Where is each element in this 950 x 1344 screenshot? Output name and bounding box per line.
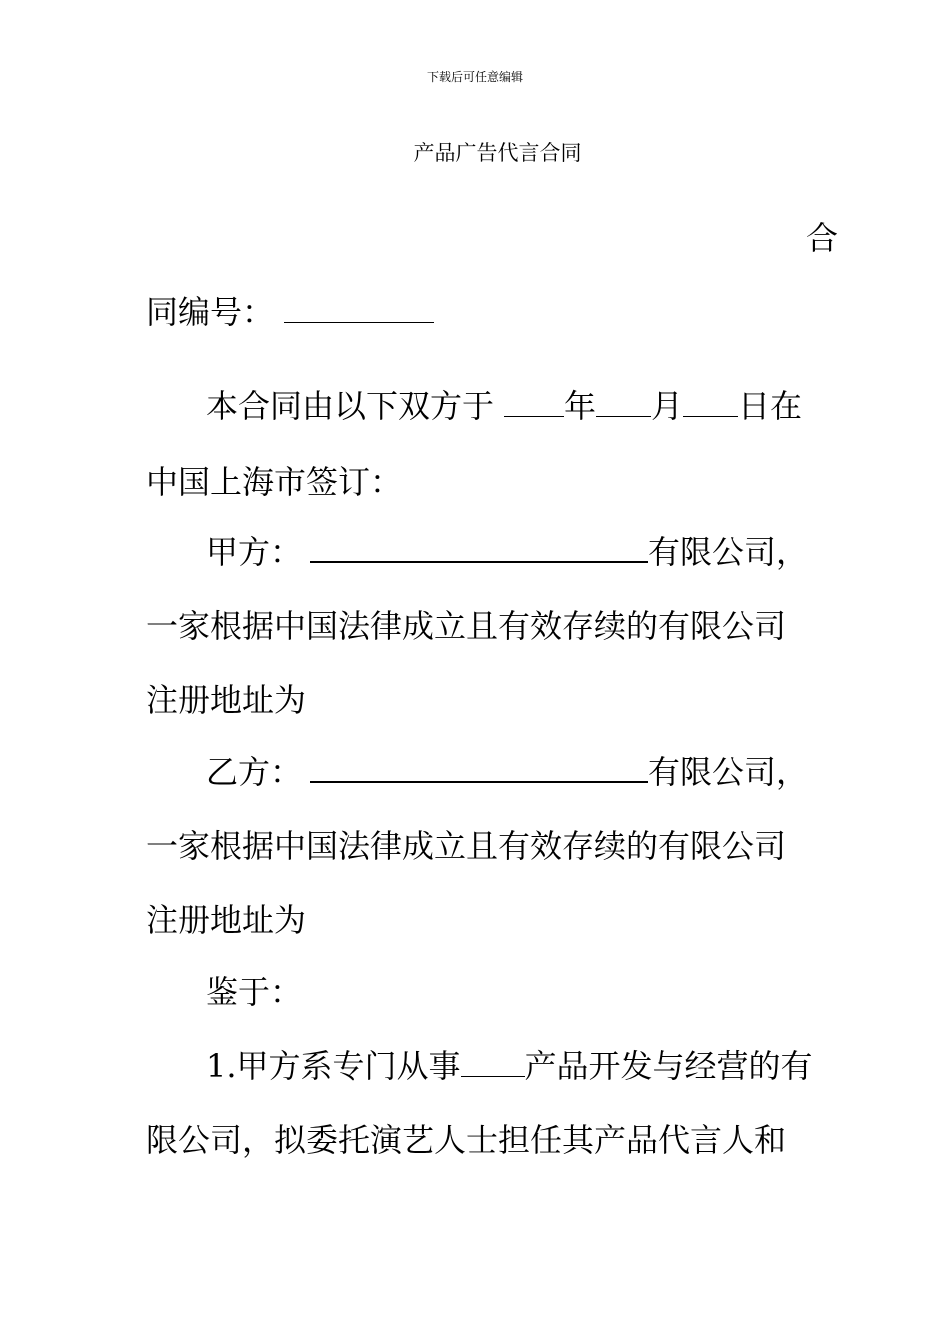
clause-1-line-1: [206, 1046, 813, 1086]
party-b-suffix: 有限公司，: [648, 753, 809, 791]
header-note: 下载后可任意编辑: [426, 70, 523, 84]
contract-no-line: [146, 292, 434, 332]
party-b-addr: 注册地址为: [146, 901, 307, 939]
party-a-name-blank[interactable]: [310, 535, 648, 563]
party-a-line: [206, 532, 808, 572]
year-label: 年: [564, 387, 597, 425]
month-blank[interactable]: [596, 390, 651, 417]
party-b-label: 乙方：: [206, 753, 303, 791]
clause-1-line-2: 限公司，拟委托演艺人士担任其产品代言人和: [146, 1121, 787, 1159]
intro-line-2: 中国上海市签订：: [146, 463, 403, 501]
intro-line-1: [206, 386, 802, 426]
clause-1-prefix: 1.甲方系专门从事: [206, 1047, 461, 1085]
party-b-desc: 一家根据中国法律成立且有效存续的有限公司: [146, 827, 787, 865]
month-label: 月: [651, 387, 684, 425]
party-a-suffix: 有限公司，: [648, 533, 809, 571]
party-b-name-blank[interactable]: [310, 755, 648, 783]
contract-no-top-char: 合: [806, 219, 839, 257]
product-field-blank[interactable]: [461, 1050, 525, 1077]
party-a-label: 甲方：: [206, 533, 303, 571]
contract-no-label: 同编号：: [146, 293, 275, 331]
party-a-addr: 注册地址为: [146, 681, 307, 719]
party-a-desc: 一家根据中国法律成立且有效存续的有限公司: [146, 607, 787, 645]
clause-1-suffix: 产品开发与经营的有: [524, 1047, 813, 1085]
document-title: 产品广告代言合同: [413, 141, 582, 165]
day-blank[interactable]: [683, 390, 738, 417]
party-b-line: [206, 752, 808, 792]
whereas-heading: 鉴于：: [206, 973, 303, 1011]
year-blank[interactable]: [504, 390, 564, 417]
contract-no-blank[interactable]: [284, 296, 434, 323]
day-place-label: 日在: [738, 387, 803, 425]
intro-text: 本合同由以下双方于: [206, 387, 495, 425]
